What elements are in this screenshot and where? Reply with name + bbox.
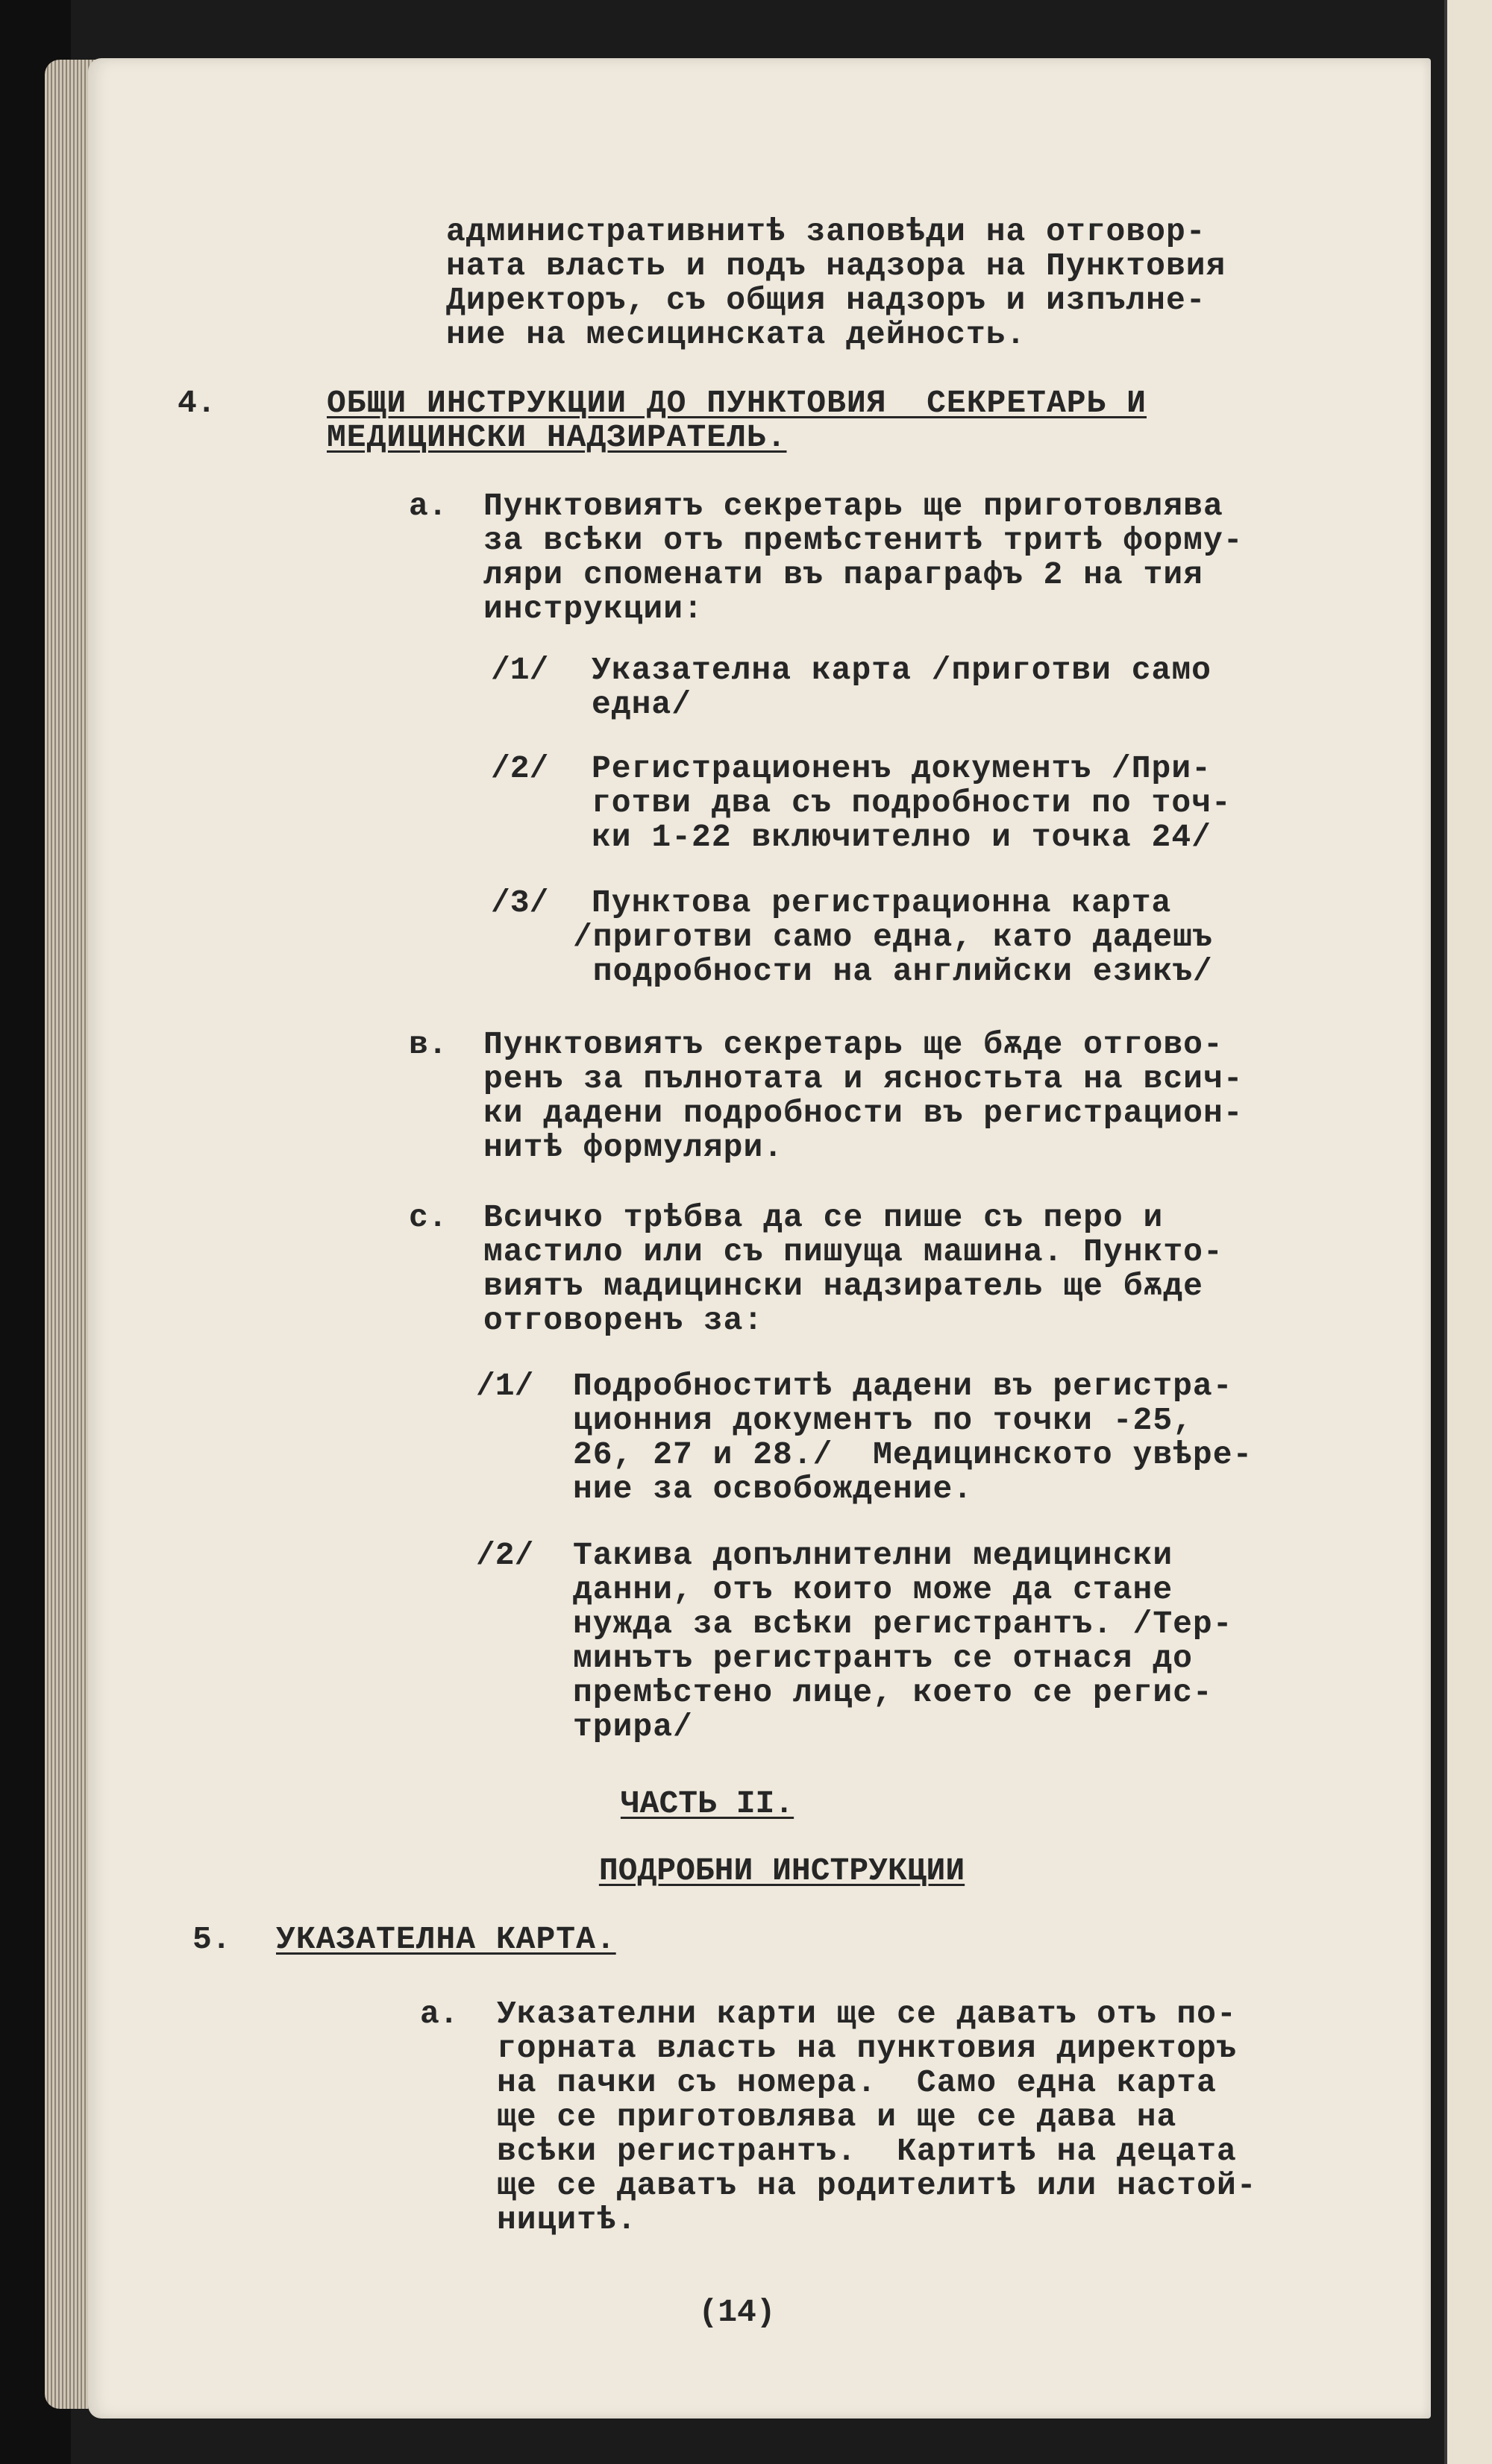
document-page [88,58,1431,2419]
text-line: ницитѣ. [497,2201,637,2238]
paragraph-4c [483,1201,1223,1338]
text-line: Пунктовиятъ секретарь ще бѫде отгово- [483,1026,1223,1063]
text-line: горната власть на пунктовия директоръ [497,2030,1237,2067]
section-number: 4. [178,385,216,421]
heading-line: МЕДИЦИНСКИ НАДЗИРАТЕЛЬ. [327,419,787,456]
text-line: мастило или съ пишуща машина. Пункто- [483,1233,1223,1270]
text-line: минътъ регистрантъ се отнася до [573,1640,1193,1676]
text-line: ще се даватъ на родителитѣ или настой- [497,2167,1257,2204]
text-line: Такива допълнителни медицински [573,1537,1173,1574]
item-marker: a. [420,1996,459,2032]
subitem-4a-3 [573,886,1213,989]
text-line: ренъ за пълнотата и ясностьта на всич- [483,1060,1244,1097]
text-line: 26, 27 и 28./ Медицинското увѣре- [573,1436,1253,1473]
subitem-4c-1 [573,1369,1253,1506]
text-line: на пачки съ номера. Само една карта [497,2064,1217,2101]
text-line: Директоръ, съ общия надзоръ и изпълне- [446,282,1206,318]
section-heading [276,1923,616,1957]
text-line: инструкции: [483,591,703,627]
section-heading [327,386,1147,455]
text-line: /приготви само една, като дадешъ [573,919,1213,955]
subitem-marker: /2/ [476,1537,534,1574]
text-line: ки 1-22 включително и точка 24/ [592,819,1212,855]
item-marker: с. [409,1199,448,1236]
part-subtitle: ПОДРОБНИ ИНСТРУКЦИИ [598,1852,965,1889]
text-line: административнитѣ заповѣди на отговор- [446,213,1206,250]
text-line: виятъ мадицински надзиратель ще бѫде [483,1268,1203,1304]
subitem-marker: /1/ [476,1368,534,1404]
text-line: готви два съ подробности по точ- [592,785,1232,821]
subitem-marker: /3/ [491,884,549,921]
text-line: ки дадени подробности въ регистрацион- [483,1095,1244,1131]
text-line: премѣстено лице, което се регис- [573,1674,1213,1711]
subitem-4a-2 [592,752,1232,855]
text-line: данни, отъ които може да стане [573,1571,1173,1608]
page-number: (14) [698,2294,776,2331]
text-line: всѣки регистрантъ. Картитѣ на децата [497,2133,1237,2169]
subitem-marker: /2/ [491,750,549,787]
text-line: Всичко трѣбва да се пише съ перо и [483,1199,1164,1236]
heading-line: ОБЩИ ИНСТРУКЦИИ ДО ПУНКТОВИЯ СЕКРЕТАРЬ И [327,385,1147,421]
text-line: ще се приготовлява и ще се дава на [497,2099,1177,2135]
text-line: за всѣки отъ премѣстенитѣ тритѣ форму- [483,522,1244,559]
text-line: ционния документъ по точки -25, [573,1402,1193,1439]
item-marker: a. [409,488,448,524]
text-line: ние на месицинската дейность. [446,316,1026,353]
text-line: нужда за всѣки регистрантъ. /Тер- [573,1606,1233,1642]
text-line: ната власть и подъ надзора на Пунктовия [446,248,1226,284]
text-line: отговоренъ за: [483,1302,764,1339]
text-line: трира/ [573,1709,693,1745]
text-line: Указателна карта /приготви само [592,652,1212,688]
text-line: една/ [592,686,692,723]
paragraph-5a [497,1997,1257,2237]
text-line: Регистрационенъ документъ /При- [592,750,1212,787]
text-line: Указателни карти ще се даватъ отъ по- [497,1996,1237,2032]
paragraph-4b [483,1028,1244,1165]
text-line: ние за освобождение. [573,1471,974,1507]
part-title: ЧАСТЬ II. [620,1785,794,1822]
subitem-marker: /1/ [491,652,549,688]
intro-paragraph [446,215,1226,352]
subitem-4c-2 [573,1539,1233,1744]
text-line: Пунктова регистрационна карта [592,884,1172,921]
heading-line: УКАЗАТЕЛНА КАРТА. [276,1921,616,1958]
subitem-4a-1 [592,653,1212,722]
text-line: подробности на английски езикъ/ [573,953,1213,990]
section-number: 5. [192,1921,231,1958]
text-line: Подробноститѣ дадени въ регистра- [573,1368,1233,1404]
paragraph-4a [483,489,1244,626]
next-page-edge [1444,0,1492,2464]
text-line: Пунктовиятъ секретарь ще приготовлява [483,488,1223,524]
text-line: ляри споменати въ параграфъ 2 на тия [483,556,1203,593]
item-marker: в. [409,1026,448,1063]
text-line: нитѣ формуляри. [483,1129,784,1166]
